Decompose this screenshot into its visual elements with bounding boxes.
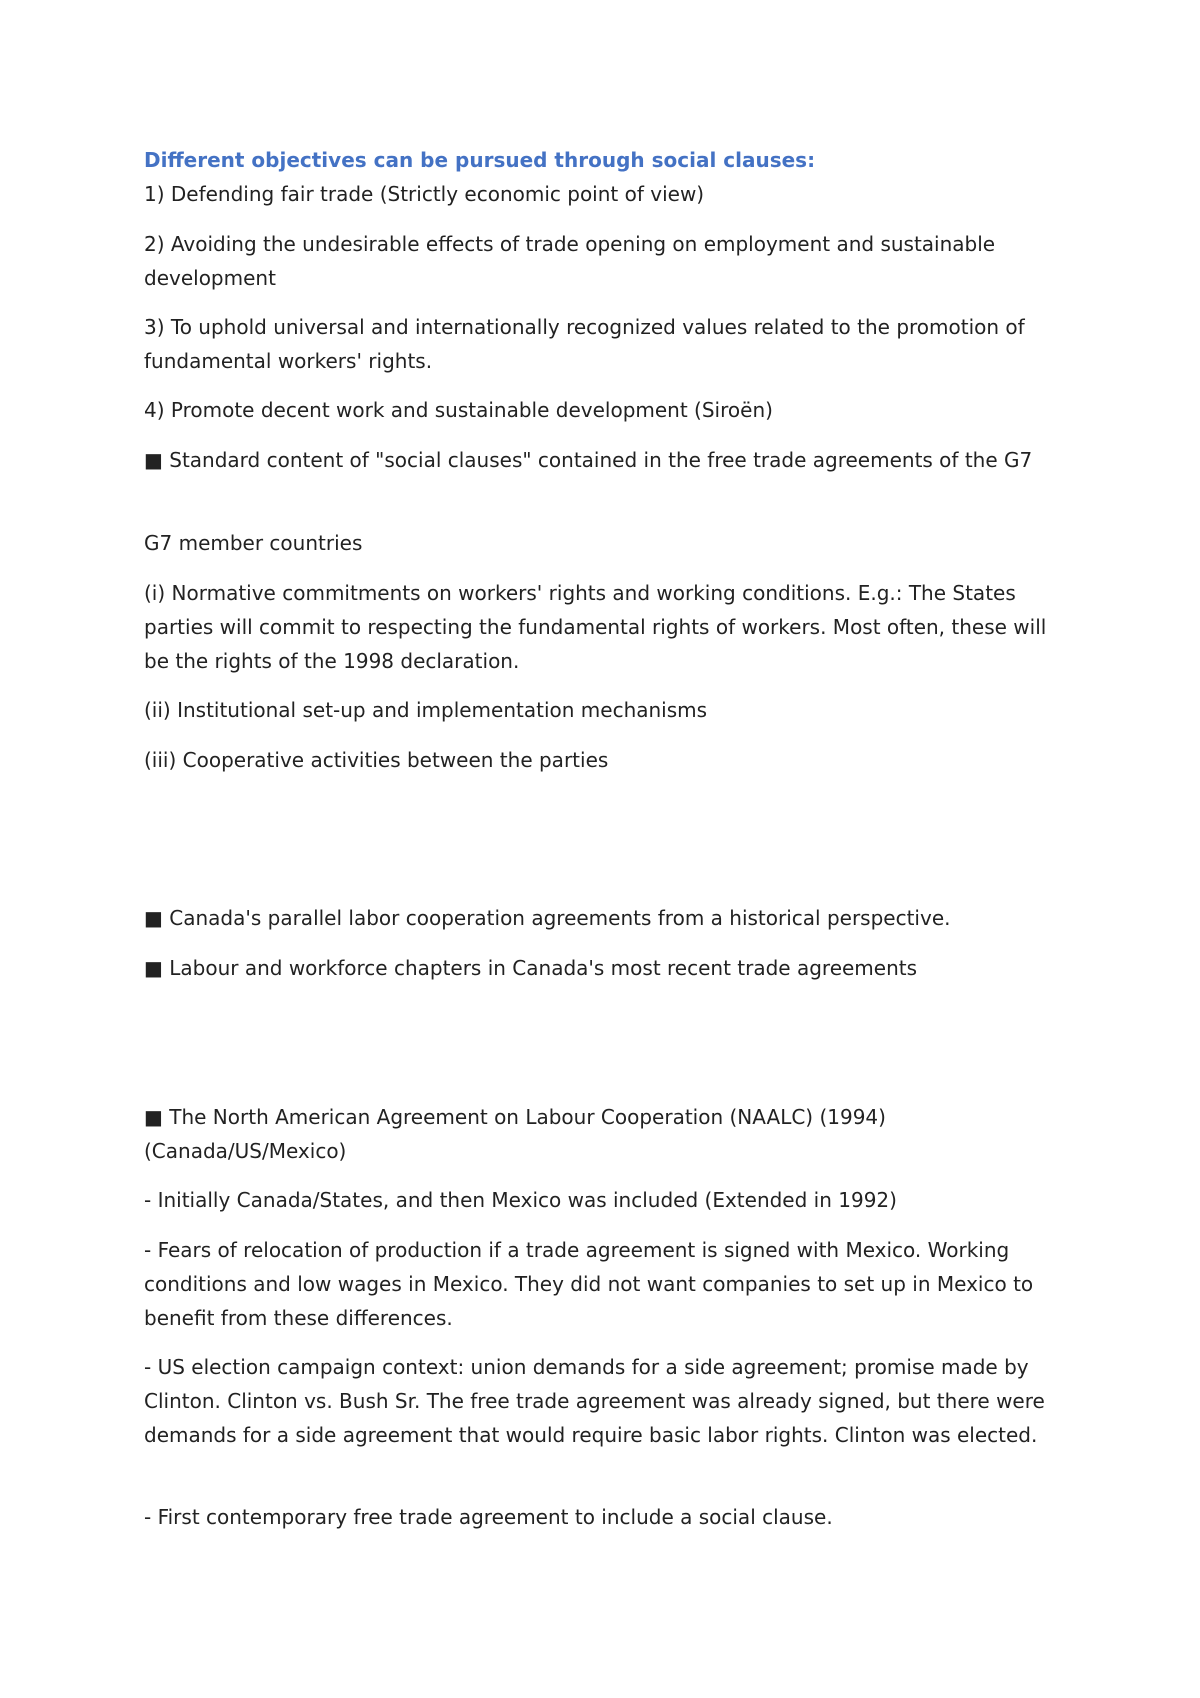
dash-first-agreement: - First contemporary free trade agreement to include a social clause. <box>144 1505 833 1529</box>
objective-2: 2) Avoiding the undesirable effects of trade opening on employment and sustainable development <box>144 232 996 290</box>
bullet-canada-parallel: ■ Canada's parallel labor cooperation agreements from a historical perspective. <box>144 906 951 930</box>
g7-member-countries: G7 member countries <box>144 531 363 555</box>
item-iii: (iii) Cooperative activities between the parties <box>144 748 609 772</box>
bullet-labour-chapters: ■ Labour and workforce chapters in Canada's most recent trade agreements <box>144 956 918 980</box>
objective-1: 1) Defending fair trade (Strictly economic point of view) <box>144 182 705 206</box>
section-heading: Different objectives can be pursued through social clauses: <box>144 148 816 172</box>
dash-us-election: - US election campaign context: union demands for a side agreement; promise made by Clinton. Clinton vs. Bush Sr. The free trade agreement was already signed, but there were demands for a side agreement that would require basic labor rights. Clinton was elected. <box>144 1355 1045 1447</box>
item-ii: (ii) Institutional set-up and implementation mechanisms <box>144 698 708 722</box>
bullet-standard-content: ■ Standard content of "social clauses" contained in the free trade agreements of the G7 <box>144 448 1033 472</box>
item-i: (i) Normative commitments on workers' rights and working conditions. E.g.: The States parties will commit to respecting the fundamental rights of workers. Most often, these will be the rights of the 1998 declaration. <box>144 581 1047 673</box>
objective-4: 4) Promote decent work and sustainable development (Siroën) <box>144 398 773 422</box>
dash-fears: - Fears of relocation of production if a trade agreement is signed with Mexico. Working conditions and low wages in Mexico. They did not want companies to set up in Mexico to benefit from these differences. <box>144 1238 1034 1330</box>
objective-3: 3) To uphold universal and internationally recognized values related to the promotion of fundamental workers' rights. <box>144 315 1025 373</box>
dash-initially: - Initially Canada/States, and then Mexico was included (Extended in 1992) <box>144 1188 897 1212</box>
bullet-naalc: ■ The North American Agreement on Labour Cooperation (NAALC) (1994) (Canada/US/Mexico) <box>144 1105 886 1163</box>
